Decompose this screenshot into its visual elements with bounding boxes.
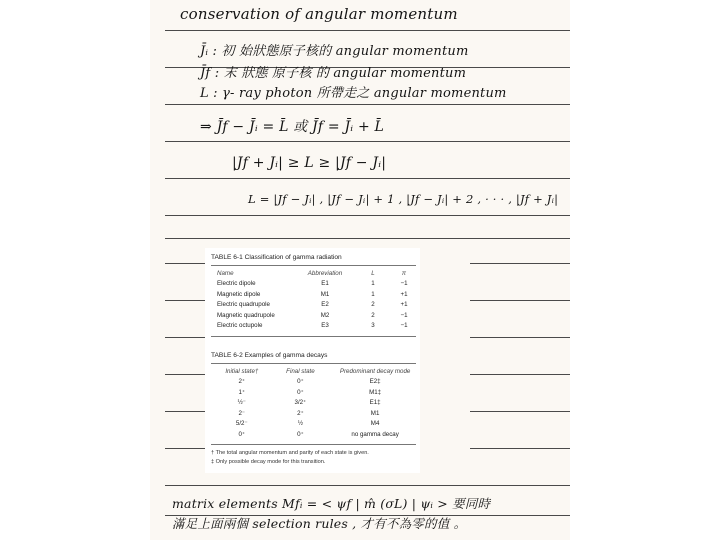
table-cell: 1 xyxy=(371,280,375,288)
table-row xyxy=(213,377,420,388)
note-selection-rules: 滿足上面兩個 selection rules , 才有不為零的值 。 xyxy=(172,516,467,531)
table-cell: no gamma decay xyxy=(351,430,399,438)
table-row xyxy=(213,408,420,419)
ruled-line xyxy=(165,300,205,301)
table-cell: 5/2⁻ xyxy=(235,420,248,428)
table-cell: 2⁻ xyxy=(238,409,246,417)
table-header-row xyxy=(213,366,420,377)
table-cell: 3 xyxy=(371,322,375,330)
table-row xyxy=(213,429,420,440)
table-cell: 0⁺ xyxy=(297,430,304,438)
table-cell: Electric octupole xyxy=(217,322,263,330)
table-cell: Electric dipole xyxy=(217,280,256,288)
table1-caption: TABLE 6-1 Classification of gamma radiation xyxy=(211,254,342,261)
table-cell: 0⁺ xyxy=(297,378,304,386)
table2-caption: TABLE 6-2 Examples of gamma decays xyxy=(211,352,328,359)
ruled-line xyxy=(165,411,205,412)
table2-footnote: † The total angular momentum and parity of each state is given. xyxy=(211,450,369,456)
table-cell: +1 xyxy=(400,290,408,298)
right-margin xyxy=(570,0,720,540)
table-cell: 2⁺ xyxy=(297,409,304,417)
table-cell: Electric quadrupole xyxy=(217,301,270,309)
column-header: Name xyxy=(217,269,234,277)
table2-footnote: ‡ Only possible decay mode for this transition. xyxy=(211,459,326,465)
table2-rule-top xyxy=(211,363,416,364)
column-header: L xyxy=(371,269,375,277)
ruled-line xyxy=(165,141,570,142)
gamma-decay-examples-table xyxy=(213,366,420,440)
ruled-line xyxy=(165,448,205,449)
table-cell: −1 xyxy=(400,280,408,288)
table-cell: 0⁺ xyxy=(297,388,304,396)
table-cell: E1 xyxy=(321,280,329,288)
ruled-line xyxy=(165,263,205,264)
table-cell: 2 xyxy=(371,301,375,309)
ruled-line xyxy=(165,337,205,338)
note-initial-state: J̄ᵢ : 初 始狀態原子核的 angular momentum xyxy=(200,44,469,59)
ruled-line xyxy=(470,374,570,375)
note-matrix-elements: matrix elements Mfᵢ = < ψf | m̂ (σL) | ψᵢ > 要同時 xyxy=(172,496,491,511)
table-cell: M4 xyxy=(370,420,380,428)
table-row xyxy=(213,419,420,430)
ruled-line xyxy=(470,300,570,301)
ruled-line xyxy=(470,448,570,449)
table-cell: ½ xyxy=(297,420,304,428)
table-row xyxy=(213,279,419,290)
table-cell: 2 xyxy=(371,311,375,319)
notes-title: conservation of angular momentum xyxy=(180,5,458,23)
table-row xyxy=(213,289,419,300)
table-row xyxy=(213,387,420,398)
table-cell: E1‡ xyxy=(369,399,381,407)
note-equation-l-values: L = |Jf − Jᵢ| , |Jf − Jᵢ| + 1 , |Jf − Jᵢ| + 2 , · · · , |Jf + Jᵢ| xyxy=(248,192,559,206)
table-cell: M1 xyxy=(370,409,380,417)
ruled-line xyxy=(165,30,570,31)
table-cell: E3 xyxy=(321,322,329,330)
table-cell: +1 xyxy=(400,301,408,309)
table2-rule-bottom xyxy=(211,444,416,445)
table-cell: M1 xyxy=(320,290,330,298)
table-row xyxy=(213,398,420,409)
column-header: π xyxy=(401,269,407,277)
note-equation-vector: ⇒ J̄f − J̄ᵢ = L̄ 或 J̄f = J̄ᵢ + L̄ xyxy=(200,119,385,135)
left-margin xyxy=(0,0,150,540)
note-equation-triangle: |Jf + Jᵢ| ≥ L ≥ |Jf − Jᵢ| xyxy=(232,155,387,171)
note-final-state: J̄f : 末 狀態 原子核 的 angular momentum xyxy=(200,66,467,81)
gamma-classification-table xyxy=(213,268,419,331)
table-cell: M1‡ xyxy=(369,388,382,396)
table-cell: Magnetic quadrupole xyxy=(217,311,275,319)
table-cell: 2⁺ xyxy=(238,378,246,386)
ruled-line xyxy=(165,238,570,239)
table-cell: ½⁻ xyxy=(237,399,247,407)
table-row xyxy=(213,321,419,332)
ruled-line xyxy=(165,485,570,486)
table-cell: E2 xyxy=(321,301,329,309)
table-row xyxy=(213,310,419,321)
table-cell: 0⁺ xyxy=(238,430,246,438)
table-cell: 1⁺ xyxy=(238,388,246,396)
table-header-row xyxy=(213,268,419,279)
table-cell: 1 xyxy=(371,290,375,298)
table1-rule-top xyxy=(211,265,416,266)
ruled-line xyxy=(470,411,570,412)
ruled-line xyxy=(165,104,570,105)
column-header: Abbreviation xyxy=(307,269,343,277)
column-header: Final state xyxy=(286,367,315,375)
note-photon: L : γ‑ ray photon 所帶走之 angular momentum xyxy=(200,86,507,101)
ruled-line xyxy=(470,337,570,338)
table-cell: E2‡ xyxy=(369,378,381,386)
table-cell: −1 xyxy=(400,322,408,330)
table-cell: 3/2⁺ xyxy=(294,399,307,407)
ruled-line xyxy=(165,215,570,216)
column-header: Initial state† xyxy=(225,367,259,375)
table1-rule-bottom xyxy=(211,336,416,337)
table-cell: Magnetic dipole xyxy=(217,290,261,298)
table-cell: M2 xyxy=(320,311,330,319)
textbook-clipping xyxy=(205,248,420,473)
table-cell: −1 xyxy=(400,311,408,319)
ruled-line xyxy=(470,263,570,264)
column-header: Predominant decay mode xyxy=(339,367,411,375)
ruled-line xyxy=(165,374,205,375)
ruled-line xyxy=(165,178,570,179)
table-row xyxy=(213,300,419,311)
